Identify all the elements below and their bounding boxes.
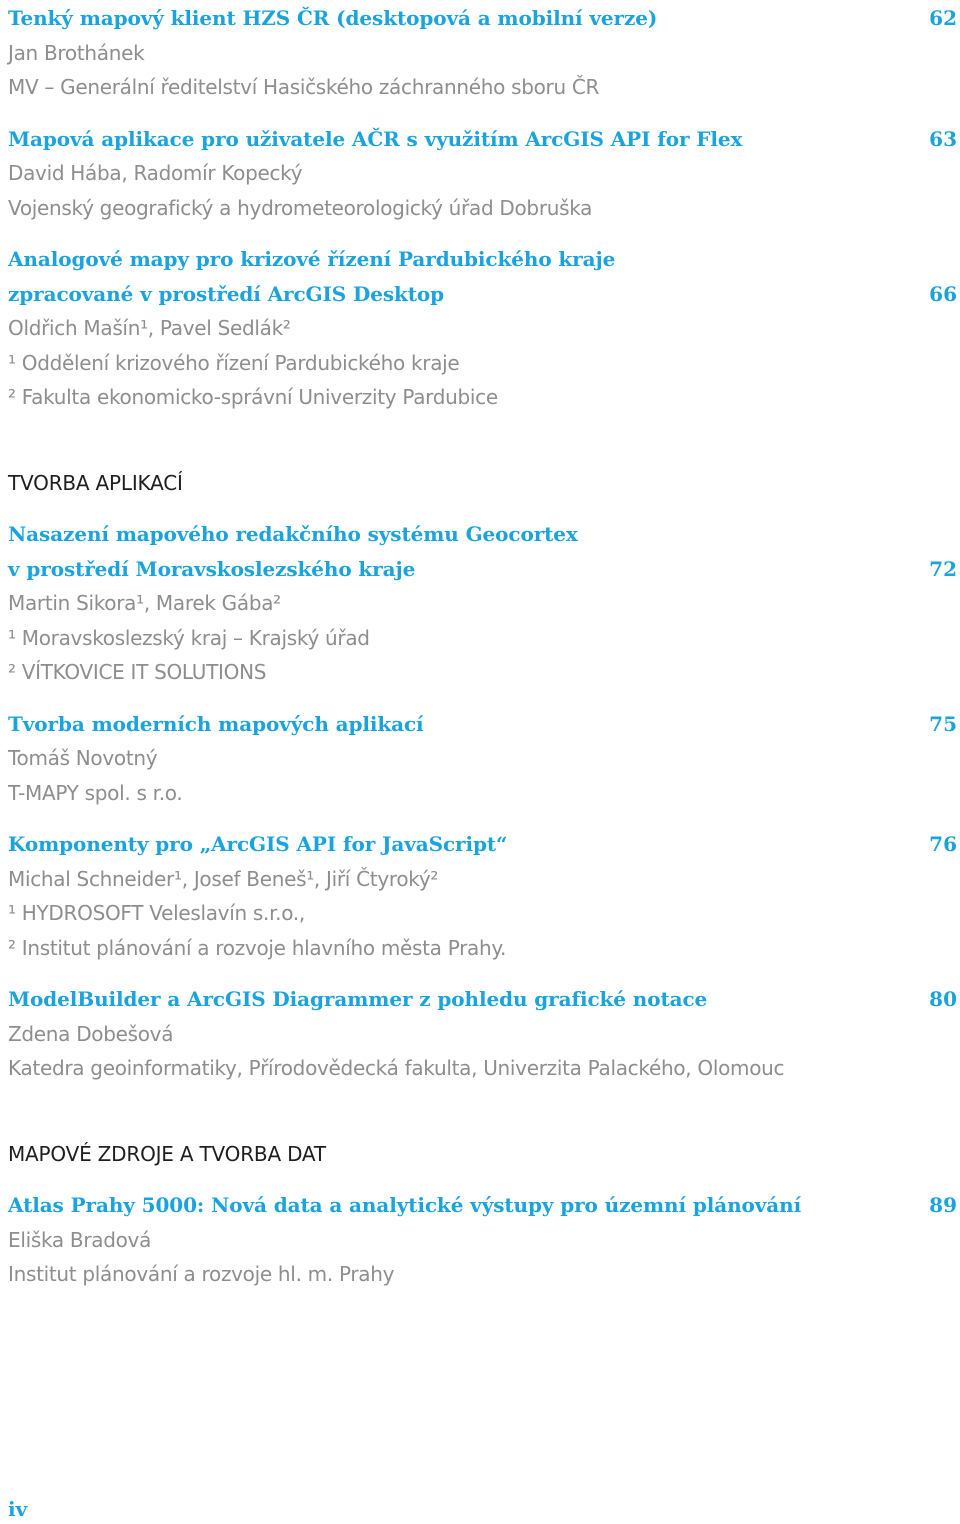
entry-affiliation: MV – Generální ředitelství Hasičského záchranného sboru ČR (8, 75, 600, 99)
toc-entry (0, 517, 960, 690)
entry-affiliation: Katedra geoinformatiky, Přírodovědecká fakulta, Univerzita Palackého, Olomouc (8, 1056, 785, 1080)
entry-title-line[interactable]: Analogové mapy pro krizové řízení Pardubického kraje (8, 247, 616, 271)
entry-page-number[interactable]: 66 (929, 281, 957, 306)
entry-authors: Martin Sikora¹, Marek Gába² (8, 591, 281, 615)
entry-title-block[interactable] (0, 517, 960, 586)
entry-title-line[interactable]: Mapová aplikace pro uživatele AČR s využitím ArcGIS API for Flex (8, 126, 743, 151)
entry-page-number[interactable]: 89 (929, 1193, 957, 1217)
toc-entry (0, 122, 960, 226)
entry-affiliation: ¹ HYDROSOFT Veleslavín s.r.o., (8, 901, 305, 925)
entry-authors: Jan Brothánek (8, 40, 145, 65)
entry-affiliation: ² VÍTKOVICE IT SOLUTIONS (8, 660, 267, 684)
entry-authors: Eliška Bradová (8, 1227, 152, 1252)
entry-affiliation: ¹ Moravskoslezský kraj – Krajský úřad (8, 625, 370, 650)
entry-page-number[interactable]: 62 (929, 6, 957, 30)
entry-title-line[interactable]: ModelBuilder a ArcGIS Diagrammer z pohledu grafické notace (8, 987, 708, 1011)
entry-spacer (0, 105, 960, 122)
section-heading: MAPOVÉ ZDROJE A TVORBA DAT (8, 1141, 326, 1166)
section-heading: TVORBA APLIKACÍ (8, 470, 183, 495)
entry-authors: Zdena Dobešová (8, 1021, 174, 1046)
entry-title-block[interactable] (0, 707, 960, 742)
entry-page-number[interactable]: 72 (929, 556, 957, 581)
entry-spacer (0, 500, 960, 517)
entry-title-line[interactable]: zpracované v prostředí ArcGIS Desktop (8, 281, 445, 306)
entry-title-block[interactable] (0, 827, 960, 862)
entry-spacer (0, 225, 960, 242)
entry-authors: Michal Schneider¹, Josef Beneš¹, Jiří Čtyroký² (8, 866, 439, 891)
entry-title-line[interactable]: Tenký mapový klient HZS ČR (desktopová a mobilní verze) (8, 6, 658, 30)
toc-entry (0, 827, 960, 965)
entry-page-number[interactable]: 75 (929, 711, 957, 736)
entry-spacer (0, 1171, 960, 1188)
entry-affiliation: ¹ Oddělení krizového řízení Pardubického kraje (8, 350, 460, 375)
toc-entry (0, 707, 960, 811)
entry-page-number[interactable]: 76 (929, 832, 957, 856)
entry-title-line[interactable]: Nasazení mapového redakčního systému Geocortex (8, 522, 578, 546)
entry-affiliation: ² Institut plánování a rozvoje hlavního města Prahy. (8, 935, 507, 960)
entry-page-number[interactable]: 63 (929, 126, 957, 151)
entry-title-block[interactable] (0, 122, 960, 157)
entry-affiliation: Institut plánování a rozvoje hl. m. Prahy (8, 1262, 395, 1286)
entry-title-line[interactable]: Atlas Prahy 5000: Nová data a analytické výstupy pro územní plánování (8, 1193, 802, 1217)
toc-entry (0, 1188, 960, 1292)
entry-spacer (0, 965, 960, 982)
toc-entry (0, 1, 960, 105)
entry-affiliation: Vojenský geografický a hydrometeorologický úřad Dobruška (8, 195, 593, 220)
entry-authors: David Hába, Radomír Kopecký (8, 161, 303, 185)
entry-spacer (0, 690, 960, 707)
entry-title-block[interactable] (0, 1188, 960, 1223)
entry-affiliation: T-MAPY spol. s r.o. (8, 780, 183, 805)
entry-title-block[interactable] (0, 982, 960, 1017)
toc-entry (0, 242, 960, 415)
entry-authors: Tomáš Novotný (8, 746, 158, 770)
entry-title-block[interactable] (0, 1, 960, 36)
entry-title-line[interactable]: Tvorba moderních mapových aplikací (8, 711, 424, 736)
table-of-contents (0, 1, 960, 1292)
section-spacer (0, 415, 960, 466)
toc-entry (0, 982, 960, 1086)
entry-authors: Oldřich Mašín¹, Pavel Sedlák² (8, 316, 291, 340)
entry-affiliation: ² Fakulta ekonomicko-správní Univerzity Pardubice (8, 385, 498, 409)
page-folio: iv (8, 1497, 28, 1521)
section-spacer (0, 1086, 960, 1137)
entry-page-number[interactable]: 80 (929, 987, 957, 1011)
entry-title-line[interactable]: Komponenty pro „ArcGIS API for JavaScript“ (8, 832, 508, 856)
entry-title-line[interactable]: v prostředí Moravskoslezského kraje (8, 556, 416, 581)
entry-spacer (0, 810, 960, 827)
entry-title-block[interactable] (0, 242, 960, 311)
